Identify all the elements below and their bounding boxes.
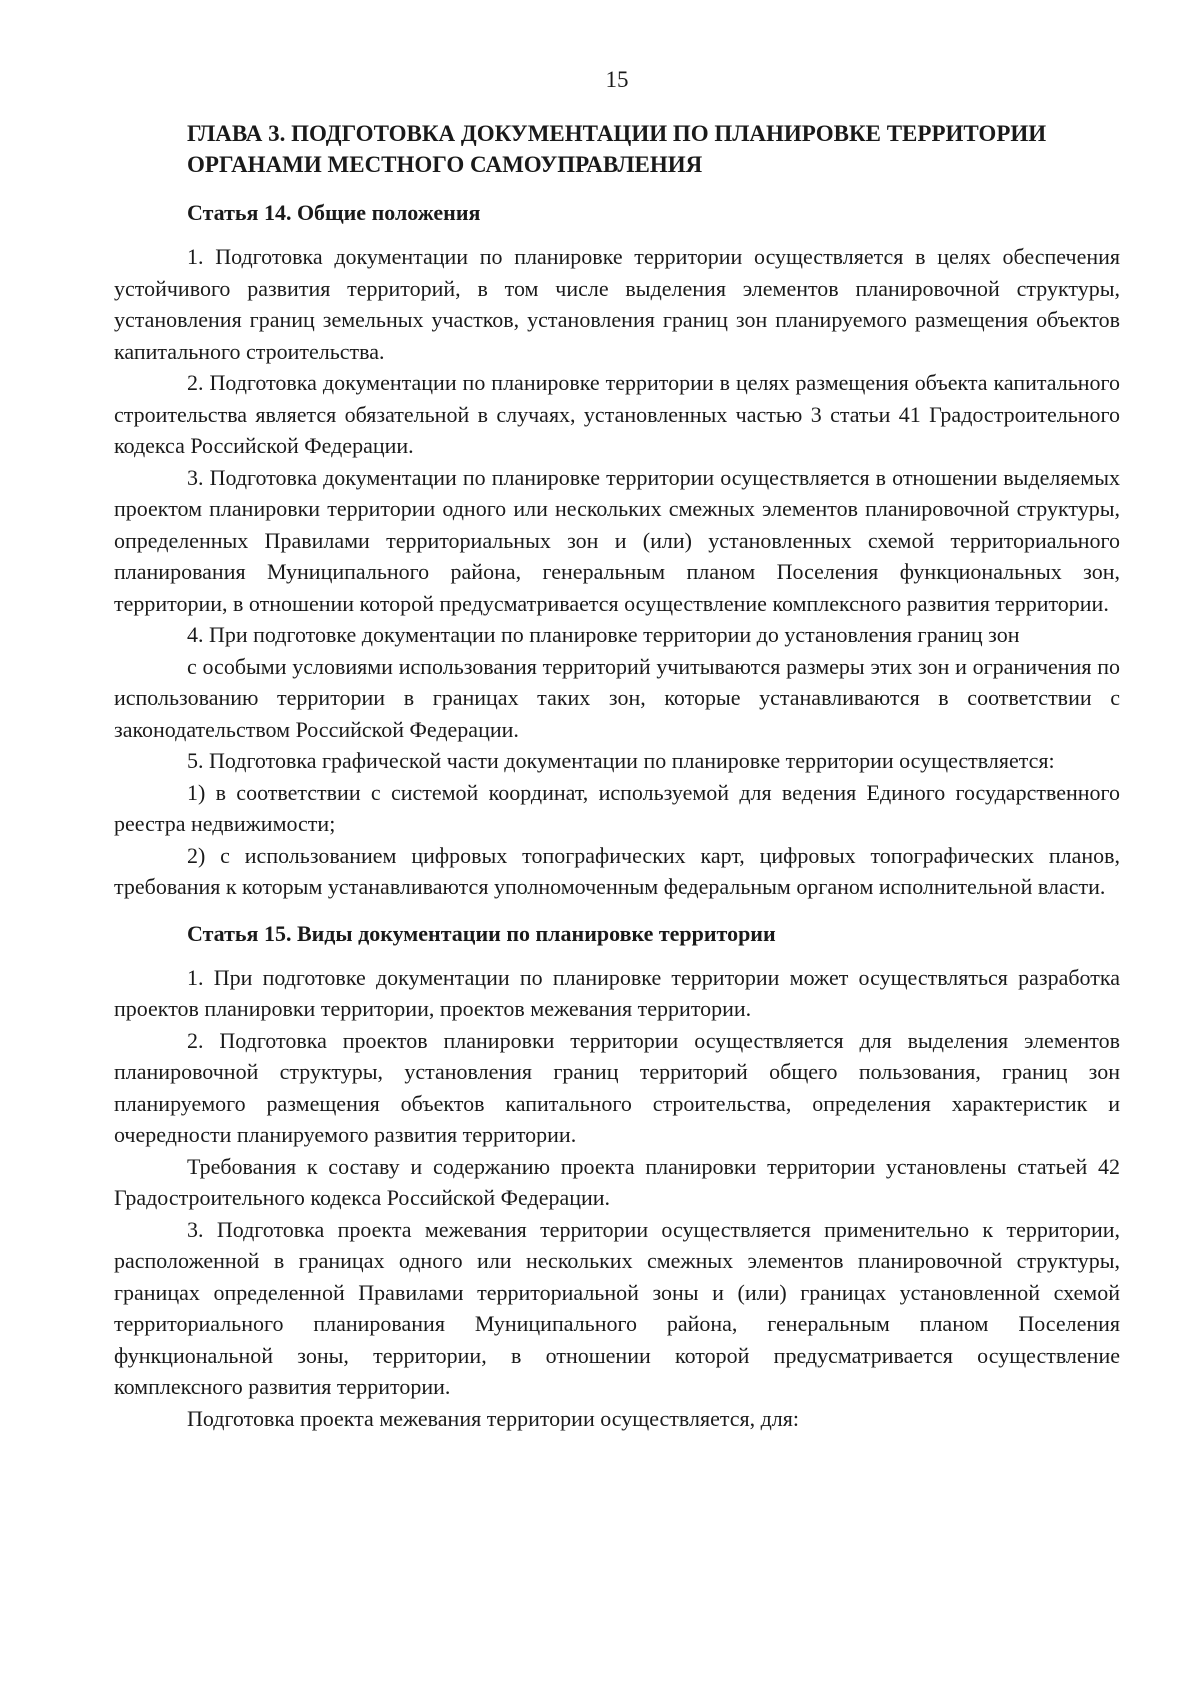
article-14-paragraph-5: 5. Подготовка графической части документации по планировке территории осуществляется: [187,748,1055,773]
chapter-title-line2: ОРГАНАМИ МЕСТНОГО САМОУПРАВЛЕНИЯ [187,152,703,177]
article-15-paragraph-2: 2. Подготовка проектов планировки территории осуществляется для выделения элементов планировочной структуры, установления границ территорий общего пользования, границ зон планируемого размещения объектов капитального строительства, определения характеристик и очередности планируемого развития территории. [114,1027,1120,1147]
article-14-paragraph-2: 2. Подготовка документации по планировке территории в целях размещения объекта капитального строительства является обязательной в случаях, установленных частью 3 статьи 41 Градостроительного кодекса Российской Федерации. [114,370,1120,458]
article-14-paragraph-1: 1. Подготовка документации по планировке территории осуществляется в целях обеспечения устойчивого развития территорий, в том числе выделения элементов планировочной структуры, установления границ земельных участков, установления границ зон планируемого размещения объектов капитального строительства. [114,244,1120,364]
article-14-title: Статья 14. Общие положения [187,200,481,225]
article-14-paragraph-4-rest: с особыми условиями использования территорий учитываются размеры этих зон и ограничения по использованию территории в границах таких зон, которые устанавливаются в соответствии с законодательством Российской Федерации. [114,653,1120,742]
article-14-item-5-2: 2) с использованием цифровых топографических карт, цифровых топографических планов, требования к которым устанавливаются уполномоченным федеральным органом исполнительной власти. [114,842,1120,899]
page-number: 15 [605,67,629,92]
article-15-paragraph-2-requirements: Требования к составу и содержанию проекта планировки территории установлены статьей 42 Градостроительного кодекса Российской Федерации. [114,1153,1120,1210]
chapter-title [114,118,1120,180]
article-15-paragraph-3: 3. Подготовка проекта межевания территории осуществляется применительно к территории, расположенной в границах одного или нескольких смежных элементов планировочной структуры, границах определенной Правилами территориальной зоны и (или) границах установленной схемой территориального планирования Муниципального района, генеральным планом Поселения функциональной зоны, территории, в отношении которой предусматривается осуществление комплексного развития территории. [114,1216,1120,1399]
chapter-title-line1: ГЛАВА 3. ПОДГОТОВКА ДОКУМЕНТАЦИИ ПО ПЛАНИРОВКЕ ТЕРРИТОРИИ [187,121,1047,146]
article-15-paragraph-3-purpose: Подготовка проекта межевания территории осуществляется, для: [187,1405,800,1431]
section-spacer [114,903,1120,919]
article-14-item-5-1: 1) в соответствии с системой координат, используемой для ведения Единого государственного реестра недвижимости; [114,779,1120,836]
document-page [114,66,1120,1434]
article-15-paragraph-1: 1. При подготовке документации по планировке территории может осуществляться разработка проектов планировки территории, проектов межевания территории. [114,964,1120,1021]
article-14-paragraph-3: 3. Подготовка документации по планировке территории осуществляется в отношении выделяемых проектом планировки территории одного или нескольких смежных элементов планировочной структуры, определенных Правилами территориальных зон и (или) установленных схемой территориального планирования Муниципального района, генеральным планом Поселения функциональных зон, территории, в отношении которой предусматривается осуществление комплексного развития территории. [114,464,1120,616]
article-14-paragraph-4-line1: 4. При подготовке документации по планировке территории до установления границ зон [187,622,1020,647]
article-15-title: Статья 15. Виды документации по планировке территории [187,920,776,946]
